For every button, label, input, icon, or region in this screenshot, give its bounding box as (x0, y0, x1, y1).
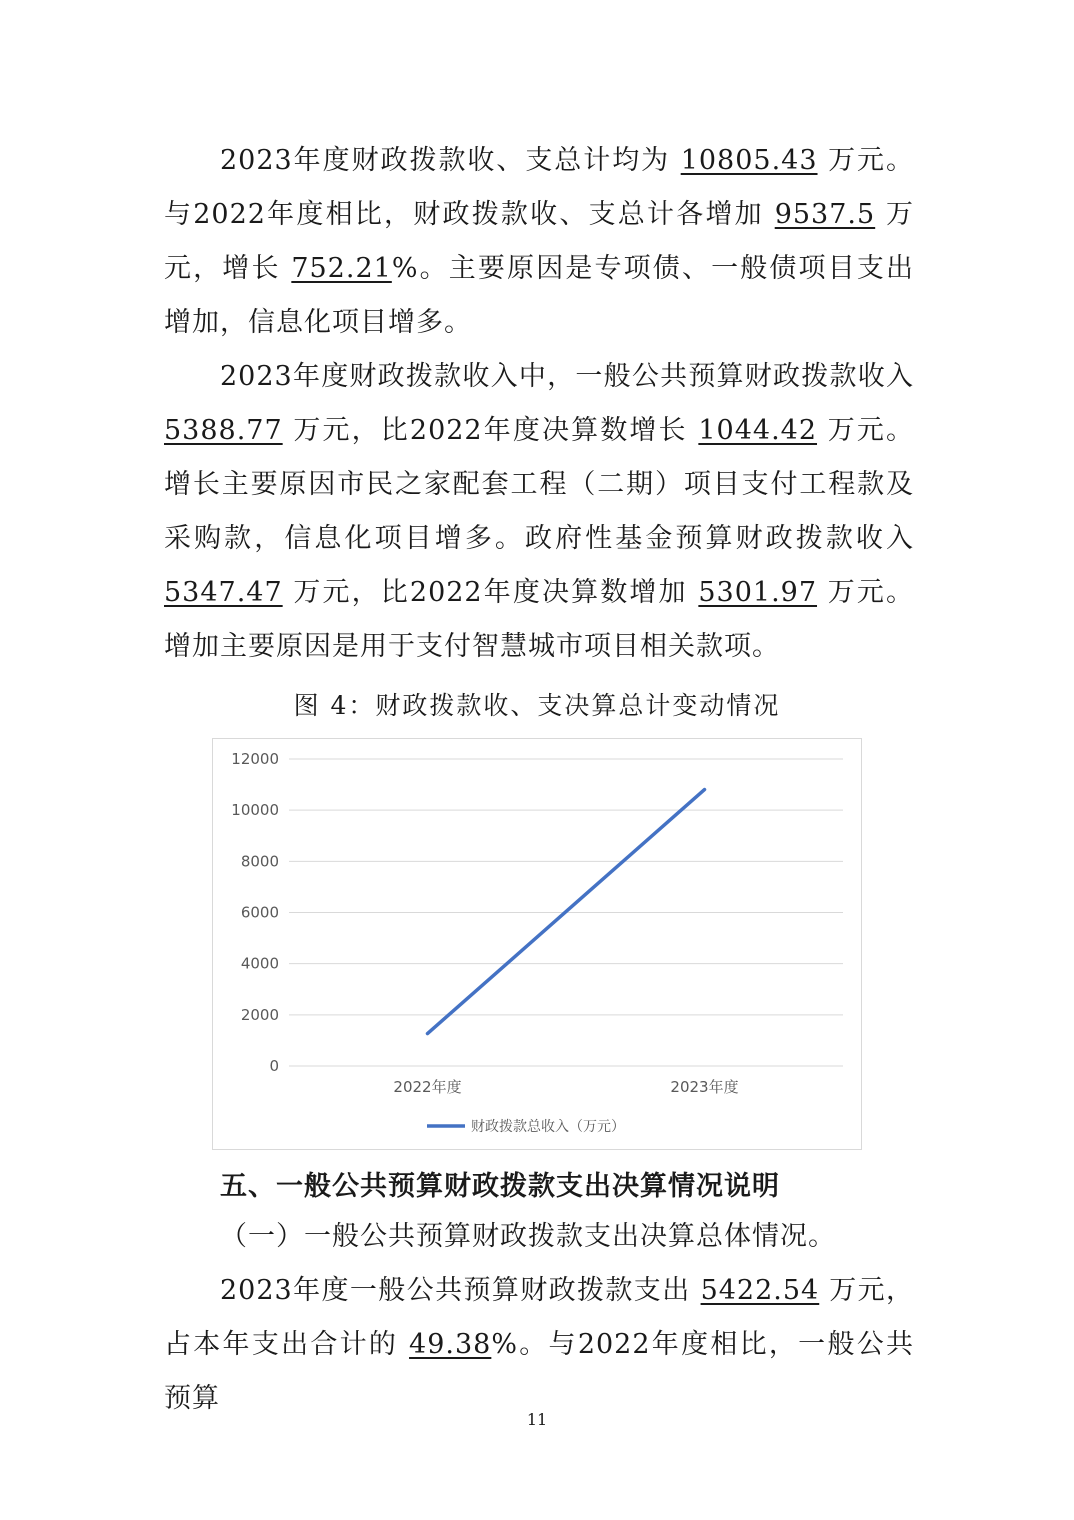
text-segment: 万元。与2022年度相比，财政拨款收、支总计各增加 (164, 145, 914, 230)
y-tick-label: 6000 (240, 903, 279, 922)
y-tick-label: 0 (269, 1057, 279, 1075)
series-line (428, 790, 705, 1034)
text-segment: 万元，增长 (164, 199, 914, 284)
text-segment: 万元，比2022年度决算数增长 (282, 415, 699, 446)
underlined-value: 5347.47 (164, 577, 283, 608)
underlined-value: 49.38 (409, 1329, 492, 1360)
legend-label: 财政拨款总收入（万元） (471, 1119, 625, 1135)
text-segment: 万元，比2022年度决算数增加 (282, 577, 699, 608)
y-tick-label: 12000 (231, 750, 279, 768)
line-chart (213, 739, 863, 1151)
underlined-value: 752.21 (291, 253, 392, 284)
y-tick-label: 10000 (231, 801, 279, 820)
paragraph-2 (164, 350, 914, 674)
body-text-top (164, 134, 914, 674)
text-segment: 2023年度一般公共预算财政拨款支出 (220, 1275, 701, 1306)
underlined-value: 1044.42 (698, 415, 818, 446)
y-tick-label: 2000 (240, 1005, 279, 1024)
text-segment: 万元，占本年支出合计的 (164, 1275, 914, 1360)
y-tick-label: 4000 (240, 954, 279, 973)
underlined-value: 5388.77 (164, 415, 283, 446)
x-tick-label: 2023年度 (670, 1078, 739, 1096)
text-segment: 2023年度财政拨款收入中，一般公共预算财政拨款收入 (220, 361, 914, 392)
text-segment: 万元。增长主要原因市民之家配套工程（二期）项目支付工程款及采购款，信息化项目增多。政府性基金预算财政拨款收入 (164, 415, 914, 554)
text-segment: %。主要原因是专项债、一般债项目支出增加，信息化项目增多。 (164, 253, 914, 338)
underlined-value: 5301.97 (698, 577, 818, 608)
text-segment: 万元。增加主要原因是用于支付智慧城市项目相关款项。 (164, 577, 914, 662)
text-segment: 2023年度财政拨款收、支总计均为 (220, 145, 681, 176)
underlined-value: 9537.5 (774, 199, 876, 230)
paragraph-1 (164, 134, 914, 350)
underlined-value: 10805.43 (680, 145, 818, 176)
section-heading: 五、一般公共预算财政拨款支出决算情况说明 (220, 1171, 780, 1202)
sub-heading: （一）一般公共预算财政拨款支出决算总体情况。 (220, 1221, 836, 1252)
paragraph-3 (164, 1264, 914, 1426)
x-tick-label: 2022年度 (393, 1078, 462, 1096)
page-number: 11 (526, 1410, 548, 1429)
text-segment: %。与2022年度相比，一般公共预算 (164, 1329, 914, 1414)
chart-container (212, 738, 862, 1150)
figure-caption: 图 4：财政拨款收、支决算总计变动情况 (293, 691, 781, 720)
underlined-value: 5422.54 (700, 1275, 820, 1306)
body-text-bottom (164, 1264, 914, 1426)
y-tick-label: 8000 (240, 852, 279, 871)
